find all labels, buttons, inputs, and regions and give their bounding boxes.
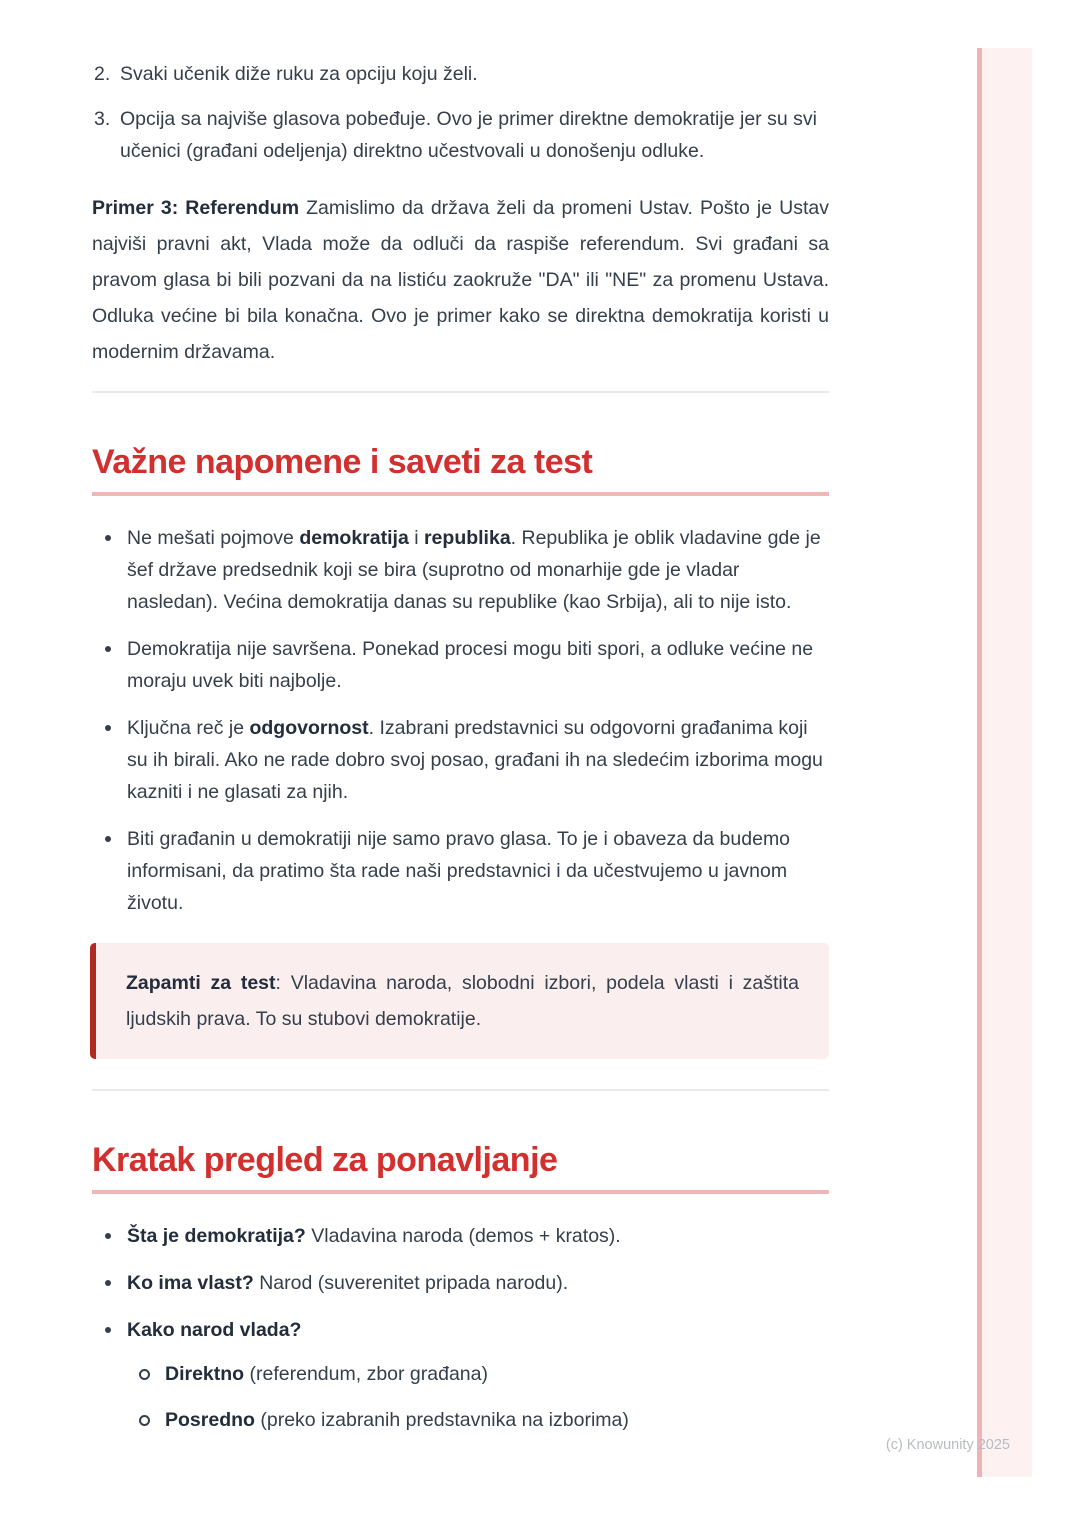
- bullet-item: Šta je demokratija? Vladavina naroda (demos + kratos).: [92, 1220, 829, 1252]
- sub-bullet-item: Posredno (preko izabranih predstavnika na izborima): [130, 1404, 829, 1436]
- review-sub-list: [127, 1358, 829, 1436]
- bullet-item: Ključna reč je odgovornost. Izabrani predstavnici su odgovorni građanima koji su ih birali. Ako ne rade dobro svoj posao, građani ih na sledećim izborima mogu kazniti i ne glasati za njih.: [92, 712, 829, 808]
- callout-box: Zapamti za test: Vladavina naroda, slobodni izbori, podela vlasti i zaštita ljudskih prava. To su stubovi demokratije.: [90, 943, 829, 1059]
- bullet-item: Ko ima vlast? Narod (suverenitet pripada narodu).: [92, 1267, 829, 1299]
- watermark: (c) Knowunity 2025: [885, 1437, 1010, 1453]
- numbered-list-item: [92, 58, 829, 90]
- list-item-number: 2.: [94, 63, 111, 85]
- bullet-item: [92, 1314, 829, 1436]
- bullet-item-text: Kako narod vlada?: [127, 1319, 302, 1341]
- section-divider: [92, 391, 829, 393]
- example-paragraph: Primer 3: Referendum Zamislimo da država želi da promeni Ustav. Pošto je Ustav najviši pravni akt, Vlada može da odluči da raspiše referendum. Svi građani sa pravom glasa bi bili pozvani da na listiću zaokruže "DA" ili "NE" za promenu Ustava. Odluka većine bi bila konačna. Ovo je primer kako se direktna demokratija koristi u modernim državama.: [92, 197, 829, 363]
- page-edge-decorative-band: [977, 48, 1032, 1477]
- bullet-item: Ne mešati pojmove demokratija i republika. Republika je oblik vladavine gde je šef države predsednik koji se bira (suprotno od monarhije gde je vladar nasledan). Većina demokratija danas su republike (kao Srbija), ali to nije isto.: [92, 522, 829, 618]
- review-bullet-list: [92, 1220, 829, 1436]
- list-item-number: 3.: [94, 108, 111, 130]
- sub-bullet-item: Direktno (referendum, zbor građana): [130, 1358, 829, 1390]
- numbered-list-item: [92, 103, 829, 167]
- notes-bullet-list: [92, 522, 829, 919]
- section-heading-notes: Važne napomene i saveti za test: [92, 442, 829, 496]
- bullet-item: Demokratija nije savršena. Ponekad procesi mogu biti spori, a odluke većine ne moraju uvek biti najbolje.: [92, 633, 829, 697]
- section-heading-review: Kratak pregled za ponavljanje: [92, 1140, 829, 1194]
- list-item-text: Opcija sa najviše glasova pobeđuje. Ovo je primer direktne demokratije jer su svi učenici (građani odeljenja) direktno učestvovali u donošenju odluke.: [120, 108, 817, 162]
- bullet-item: Biti građanin u demokratiji nije samo pravo glasa. To je i obaveza da budemo informisani, da pratimo šta rade naši predstavnici i da učestvujemo u javnom životu.: [92, 823, 829, 919]
- numbered-list: [92, 58, 829, 167]
- section-divider: [92, 1089, 829, 1091]
- list-item-text: Svaki učenik diže ruku za opciju koju želi.: [120, 63, 478, 85]
- document-content: [92, 0, 829, 1451]
